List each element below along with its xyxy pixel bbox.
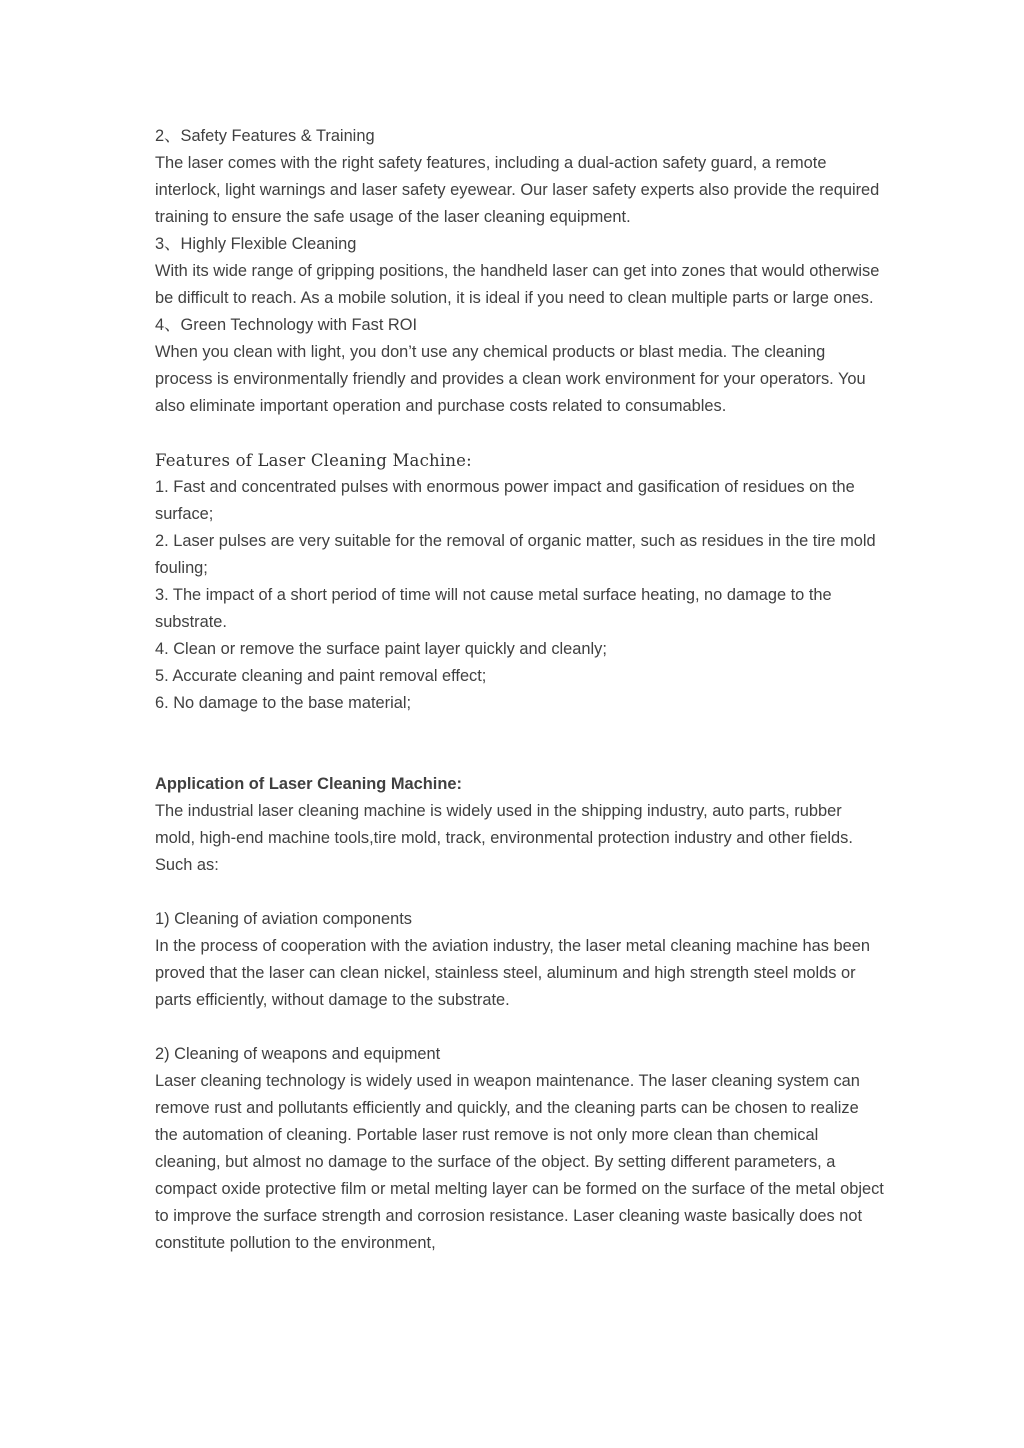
- flexible-section-title: 3、Highly Flexible Cleaning: [155, 235, 357, 253]
- features-heading: Features of Laser Cleaning Machine:: [155, 451, 472, 470]
- feature-item: 3. The impact of a short period of time will not cause metal surface heating, no damage to the substrate.: [155, 586, 837, 631]
- weapons-title: 2) Cleaning of weapons and equipment: [155, 1045, 441, 1063]
- features-list: [155, 474, 885, 717]
- green-section-title: 4、Green Technology with Fast ROI: [155, 316, 418, 334]
- document-page: [155, 123, 889, 1257]
- safety-section-body: The laser comes with the right safety features, including a dual-action safety guard, a remote interlock, light warnings and laser safety eyewear. Our laser safety experts also provide the required training to ensure the safe usage of the laser cleaning equipment.: [155, 154, 884, 226]
- aviation-title: 1) Cleaning of aviation components: [155, 910, 412, 928]
- weapons-body: Laser cleaning technology is widely used in weapon maintenance. The laser cleaning system can remove rust and pollutants efficiently and quickly, and the cleaning parts can be chosen to realize the automation of cleaning. Portable laser rust remove is not only more clean than chemical cleaning, but almost no damage to the surface of the object. By setting different parameters, a compact oxide protective film or metal melting layer can be formed on the surface of the metal object to improve the surface strength and corrosion resistance. Laser cleaning waste basically does not constitute pollution to the environment,: [155, 1072, 889, 1252]
- application-intro: The industrial laser cleaning machine is widely used in the shipping industry, auto parts, rubber mold, high-end machine tools,tire mold, track, environmental protection industry and other fields. Such as:: [155, 802, 858, 874]
- feature-item: 2. Laser pulses are very suitable for the removal of organic matter, such as residues in the tire mold fouling;: [155, 532, 881, 577]
- feature-item: 5. Accurate cleaning and paint removal effect;: [155, 667, 487, 685]
- spacer: [155, 1014, 885, 1041]
- spacer: [155, 420, 885, 447]
- spacer: [155, 717, 885, 771]
- flexible-section-body: With its wide range of gripping positions, the handheld laser can get into zones that would otherwise be difficult to reach. As a mobile solution, it is ideal if you need to clean multiple parts or large ones.: [155, 262, 884, 307]
- feature-item: 6. No damage to the base material;: [155, 694, 412, 712]
- safety-section-title: 2、Safety Features & Training: [155, 127, 375, 145]
- feature-item: 1. Fast and concentrated pulses with enormous power impact and gasification of residues on the surface;: [155, 478, 860, 523]
- spacer: [155, 879, 885, 906]
- feature-item: 4. Clean or remove the surface paint layer quickly and cleanly;: [155, 640, 607, 658]
- application-heading: Application of Laser Cleaning Machine:: [155, 775, 462, 793]
- green-section-body: When you clean with light, you don’t use any chemical products or blast media. The cleaning process is environmentally friendly and provides a clean work environment for your operators. You also eliminate important operation and purchase costs related to consumables.: [155, 343, 871, 415]
- aviation-body: In the process of cooperation with the aviation industry, the laser metal cleaning machine has been proved that the laser can clean nickel, stainless steel, aluminum and high strength steel molds or parts efficiently, without damage to the substrate.: [155, 937, 875, 1009]
